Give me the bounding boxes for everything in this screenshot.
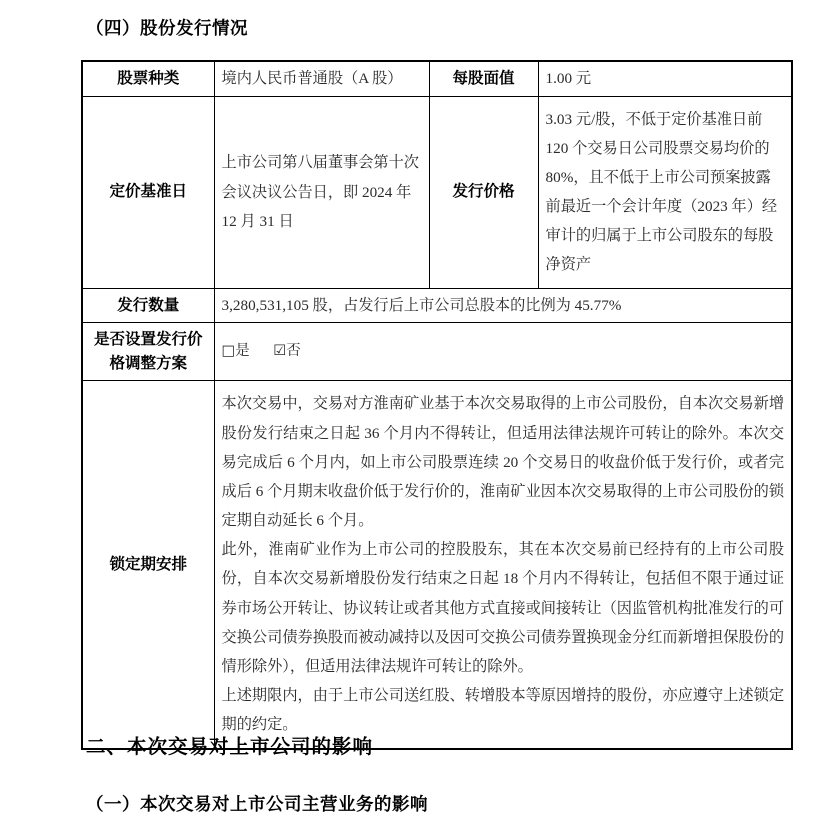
section-heading: （四）股份发行情况 <box>86 19 248 39</box>
lockup-paragraph-2: 此外，淮南矿业作为上市公司的控股股东，其在本次交易前已经持有的上市公司股份，自本次交易新增股份发行结束之日起 18 个月内不得转让，包括但不限于通过证券市场公开转让、协议转让或者其他方式直接或间接转让（因监管机构批准发行的可交换公司债券换股而被动减持以及因可交换公司债券置换现金分红而新增担保股份的情形除外），但适用法律法规许可转让的除外。 <box>221 541 784 675</box>
lockup-paragraph-3: 上述期限内，由于上市公司送红股、转增股本等原因增持的股份，亦应遵守上述锁定期的约定。 <box>221 687 784 734</box>
row-value-price-adjustment-scheme <box>214 323 792 381</box>
share-issuance-table <box>81 60 793 750</box>
table-row <box>82 96 792 288</box>
subsection-heading: （一）本次交易对上市公司主营业务的影响 <box>86 795 428 815</box>
row-label-stock-type: 股票种类 <box>82 61 214 96</box>
row-value-pricing-base-date <box>214 96 429 288</box>
chapter-heading: 二、本次交易对上市公司的影响 <box>86 735 374 758</box>
lockup-paragraph-1: 本次交易中，交易对方淮南矿业基于本次交易取得的上市公司股份，自本次交易新增股份发行结束之日起 36 个月内不得转让，但适用法律法规许可转让的除外。本次交易完成后 6 个月内，如上市公司股票连续 20 个交易日的收盘价低于发行价，或者完成后 6 个月期末收盘价低于发行价的，淮南矿业因本次交易取得的上市公司股份的锁定期自动延长 6 个月。 <box>221 395 784 530</box>
table-row <box>82 288 792 323</box>
row-value-lockup-arrangement <box>214 381 792 749</box>
checkbox-yes[interactable]: □是 <box>221 343 250 360</box>
share-issuance-table-wrapper <box>81 60 791 750</box>
row-label-par-value: 每股面值 <box>429 61 538 96</box>
table-row <box>82 381 792 749</box>
row-label-price-adjustment-scheme: 是否设置发行价格调整方案 <box>82 323 214 381</box>
row-label-pricing-base-date: 定价基准日 <box>82 96 214 288</box>
row-value-issue-price <box>538 96 792 288</box>
table-row <box>82 61 792 96</box>
row-value-par-value: 1.00 元 <box>538 61 792 96</box>
row-label-issue-price: 发行价格 <box>429 96 538 288</box>
row-label-issue-quantity: 发行数量 <box>82 288 214 323</box>
checkbox-group <box>222 337 785 366</box>
pricing-base-date-text: 上市公司第八届董事会第十次会议决议公告日，即 2024 年 12 月 31 日 <box>221 154 419 230</box>
row-value-stock-type: 境内人民币普通股（A 股） <box>214 61 429 96</box>
row-label-lockup-arrangement: 锁定期安排 <box>82 381 214 749</box>
issue-price-text: 3.03 元/股，不低于定价基准日前 120 个交易日公司股票交易均价的 80%，且不低于上市公司预案披露前最近一个会计年度（2023 年）经审计的归属于上市公司股东的每股净资产 <box>545 110 778 274</box>
table-row <box>82 323 792 381</box>
row-value-issue-quantity: 3,280,531,105 股，占发行后上市公司总股本的比例为 45.77% <box>214 288 792 323</box>
checkbox-no[interactable]: ☑否 <box>273 343 301 360</box>
